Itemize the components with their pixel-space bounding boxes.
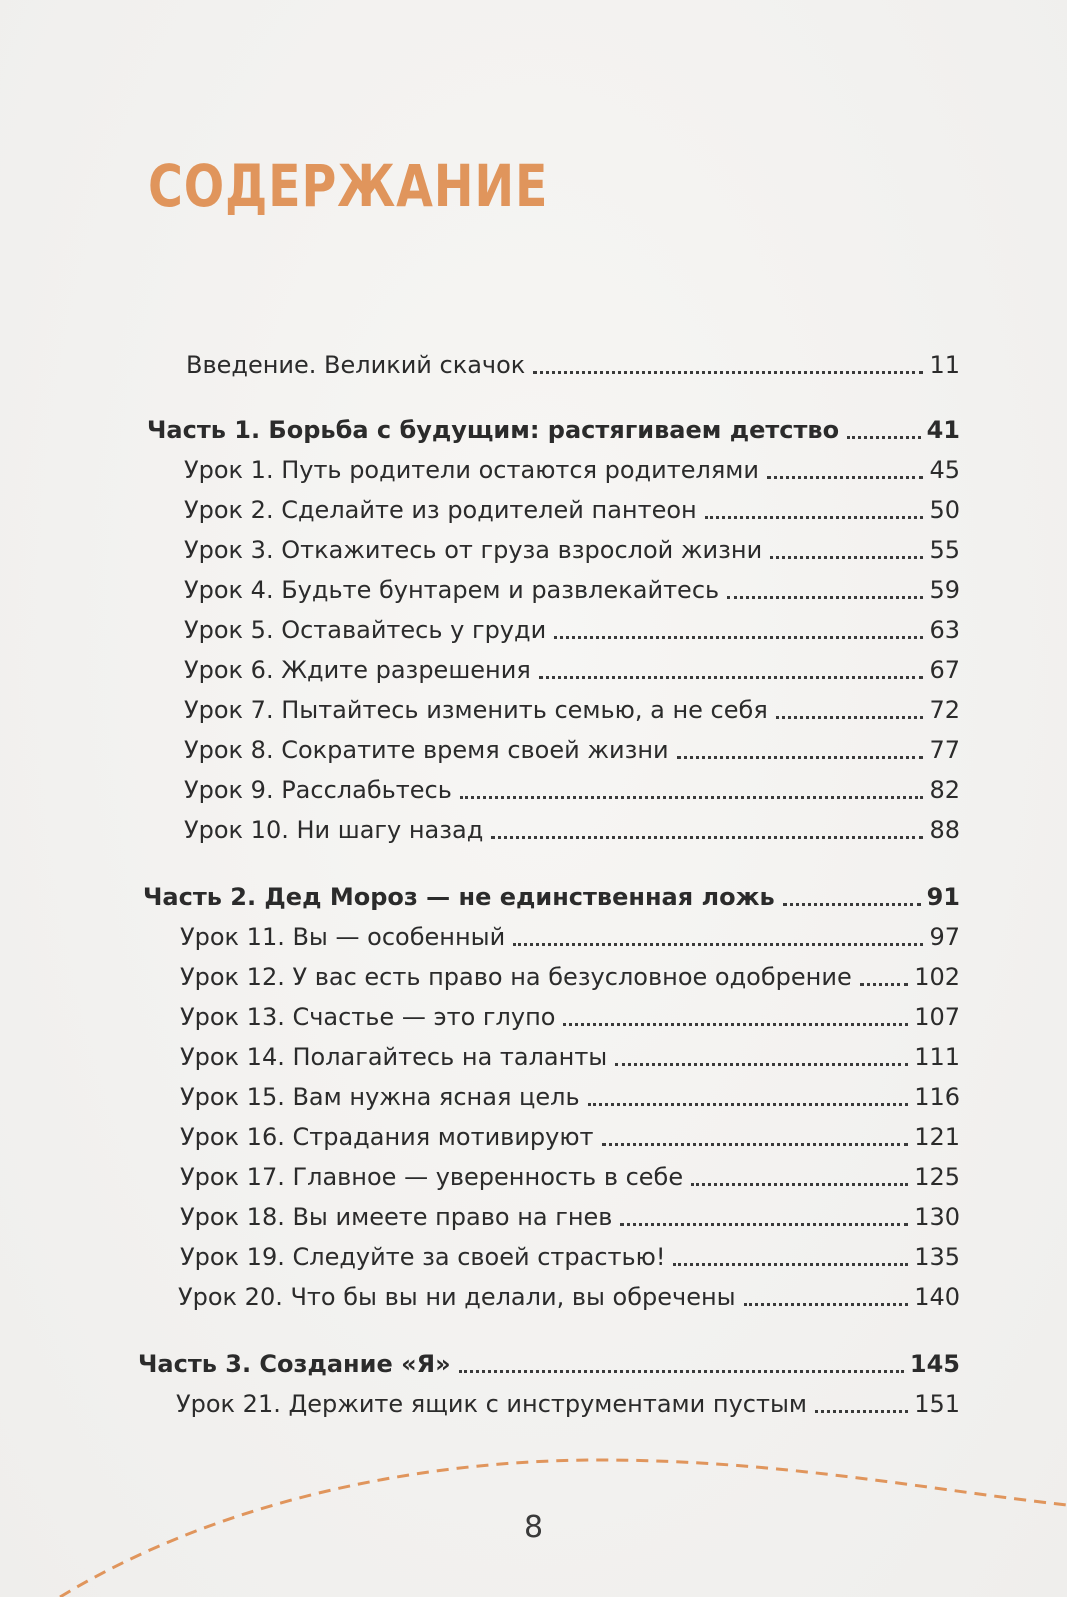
dot-leader [767, 476, 923, 479]
toc-entry-label: Урок 20. Что бы вы ни делали, вы обречены [178, 1283, 736, 1311]
page-title: СОДЕРЖАНИЕ [148, 152, 549, 220]
toc-lesson-entry [180, 920, 960, 954]
dot-leader [588, 1103, 909, 1106]
dot-leader [513, 943, 923, 946]
toc-lesson-entry [180, 1120, 960, 1154]
dot-leader [602, 1143, 909, 1146]
dot-leader [491, 836, 923, 839]
toc-entry-label: Урок 15. Вам нужна ясная цель [180, 1083, 580, 1111]
toc-lesson-entry [180, 1160, 960, 1194]
toc-entry-page: 125 [914, 1163, 960, 1191]
toc-entry-page: 63 [929, 616, 960, 644]
toc-lesson-entry [178, 1280, 960, 1314]
dot-leader [563, 1023, 908, 1026]
toc-entry-label: Урок 1. Путь родители остаются родителями [184, 456, 759, 484]
toc-entry-page: 140 [914, 1283, 960, 1311]
toc-lesson-entry [184, 773, 960, 807]
dot-leader [783, 903, 921, 906]
dot-leader [459, 1370, 904, 1373]
toc-part-entry [138, 1347, 960, 1381]
toc-entry-label: Урок 19. Следуйте за своей страстью! [180, 1243, 666, 1271]
toc-entry-page: 116 [914, 1083, 960, 1111]
toc-entry-page: 41 [926, 416, 960, 444]
dot-leader [691, 1183, 908, 1186]
dot-leader [533, 371, 923, 374]
dot-leader [705, 516, 924, 519]
toc-entry-label: Часть 2. Дед Мороз — не единственная ложь [143, 883, 775, 911]
toc-entry-page: 121 [914, 1123, 960, 1151]
toc-entry-label: Урок 14. Полагайтесь на таланты [180, 1043, 608, 1071]
dot-leader [673, 1263, 908, 1266]
dot-leader [539, 676, 924, 679]
toc-lesson-entry [184, 613, 960, 647]
toc-entry-label: Урок 13. Счастье — это глупо [180, 1003, 556, 1031]
toc-entry-page: 88 [929, 816, 960, 844]
toc-entry-label: Урок 4. Будьте бунтарем и развлекайтесь [184, 576, 720, 604]
toc-entry-label: Введение. Великий скачок [186, 351, 526, 379]
dot-leader [677, 756, 924, 759]
toc-lesson-entry [180, 1040, 960, 1074]
toc-entry-page: 130 [914, 1203, 960, 1231]
toc-lesson-entry [180, 1000, 960, 1034]
page-number: 8 [523, 1510, 544, 1545]
toc-entry-page: 67 [929, 656, 960, 684]
toc-entry-label: Урок 10. Ни шагу назад [184, 816, 484, 844]
toc-entry-page: 107 [914, 1003, 960, 1031]
toc-lesson-entry [184, 533, 960, 567]
toc-entry-label: Урок 3. Откажитесь от груза взрослой жизни [184, 536, 763, 564]
dot-leader [744, 1303, 909, 1306]
toc-entry-label: Часть 1. Борьба с будущим: растягиваем детство [147, 416, 840, 444]
toc-entry-page: 82 [929, 776, 960, 804]
toc-entry-label: Часть 3. Создание «Я» [138, 1350, 451, 1378]
toc-lesson-entry [184, 653, 960, 687]
toc-lesson-entry [184, 453, 960, 487]
toc-entry-label: Урок 9. Расслабьтесь [184, 776, 452, 804]
toc-entry-page: 91 [926, 883, 960, 911]
toc-entry-label: Урок 12. У вас есть право на безусловное одобрение [180, 963, 852, 991]
toc-entry-label: Урок 2. Сделайте из родителей пантеон [184, 496, 697, 524]
toc-part-entry [143, 880, 960, 914]
dot-leader [776, 716, 924, 719]
dot-leader [460, 796, 924, 799]
dot-leader [847, 436, 920, 439]
toc-lesson-entry [184, 493, 960, 527]
toc-entry-page: 50 [929, 496, 960, 524]
toc-entry-page: 59 [929, 576, 960, 604]
toc-entry-page: 55 [929, 536, 960, 564]
toc-lesson-entry [180, 1200, 960, 1234]
toc-entry-label: Урок 5. Оставайтесь у груди [184, 616, 547, 644]
toc-entry-label: Урок 11. Вы — особенный [180, 923, 506, 951]
toc-entry-page: 45 [929, 456, 960, 484]
toc-lesson-entry [180, 1080, 960, 1114]
toc-entry-label: Урок 18. Вы имеете право на гнев [180, 1203, 613, 1231]
dot-leader [620, 1223, 908, 1226]
dot-leader [815, 1410, 908, 1413]
toc-entry-page: 151 [914, 1390, 960, 1418]
toc-lesson-entry [184, 693, 960, 727]
toc-entry-label: Урок 16. Страдания мотивируют [180, 1123, 594, 1151]
toc-entry-page: 72 [929, 696, 960, 724]
toc-entry-page: 145 [909, 1350, 960, 1378]
toc-entry-page: 77 [929, 736, 960, 764]
toc-lesson-entry [180, 1240, 960, 1274]
toc-entry-page: 135 [914, 1243, 960, 1271]
dot-leader [727, 596, 923, 599]
toc-entry-page: 97 [929, 923, 960, 951]
toc-entry-label: Урок 8. Сократите время своей жизни [184, 736, 669, 764]
toc-entry-label: Урок 6. Ждите разрешения [184, 656, 531, 684]
toc-lesson-entry [184, 813, 960, 847]
toc-entry-page: 111 [914, 1043, 960, 1071]
toc-lesson-entry [176, 1387, 960, 1421]
dot-leader [770, 556, 923, 559]
toc-entry-page: 11 [929, 351, 960, 379]
toc-lesson-entry [180, 960, 960, 994]
toc-lesson-entry [186, 348, 960, 382]
toc-part-entry [147, 413, 960, 447]
toc-lesson-entry [184, 573, 960, 607]
dot-leader [554, 636, 923, 639]
toc-entry-label: Урок 7. Пытайтесь изменить семью, а не себя [184, 696, 768, 724]
toc-lesson-entry [184, 733, 960, 767]
dot-leader [860, 983, 908, 986]
toc-entry-label: Урок 21. Держите ящик с инструментами пустым [176, 1390, 808, 1418]
toc-entry-page: 102 [914, 963, 960, 991]
dot-leader [615, 1063, 908, 1066]
toc-entry-label: Урок 17. Главное — уверенность в себе [180, 1163, 684, 1191]
